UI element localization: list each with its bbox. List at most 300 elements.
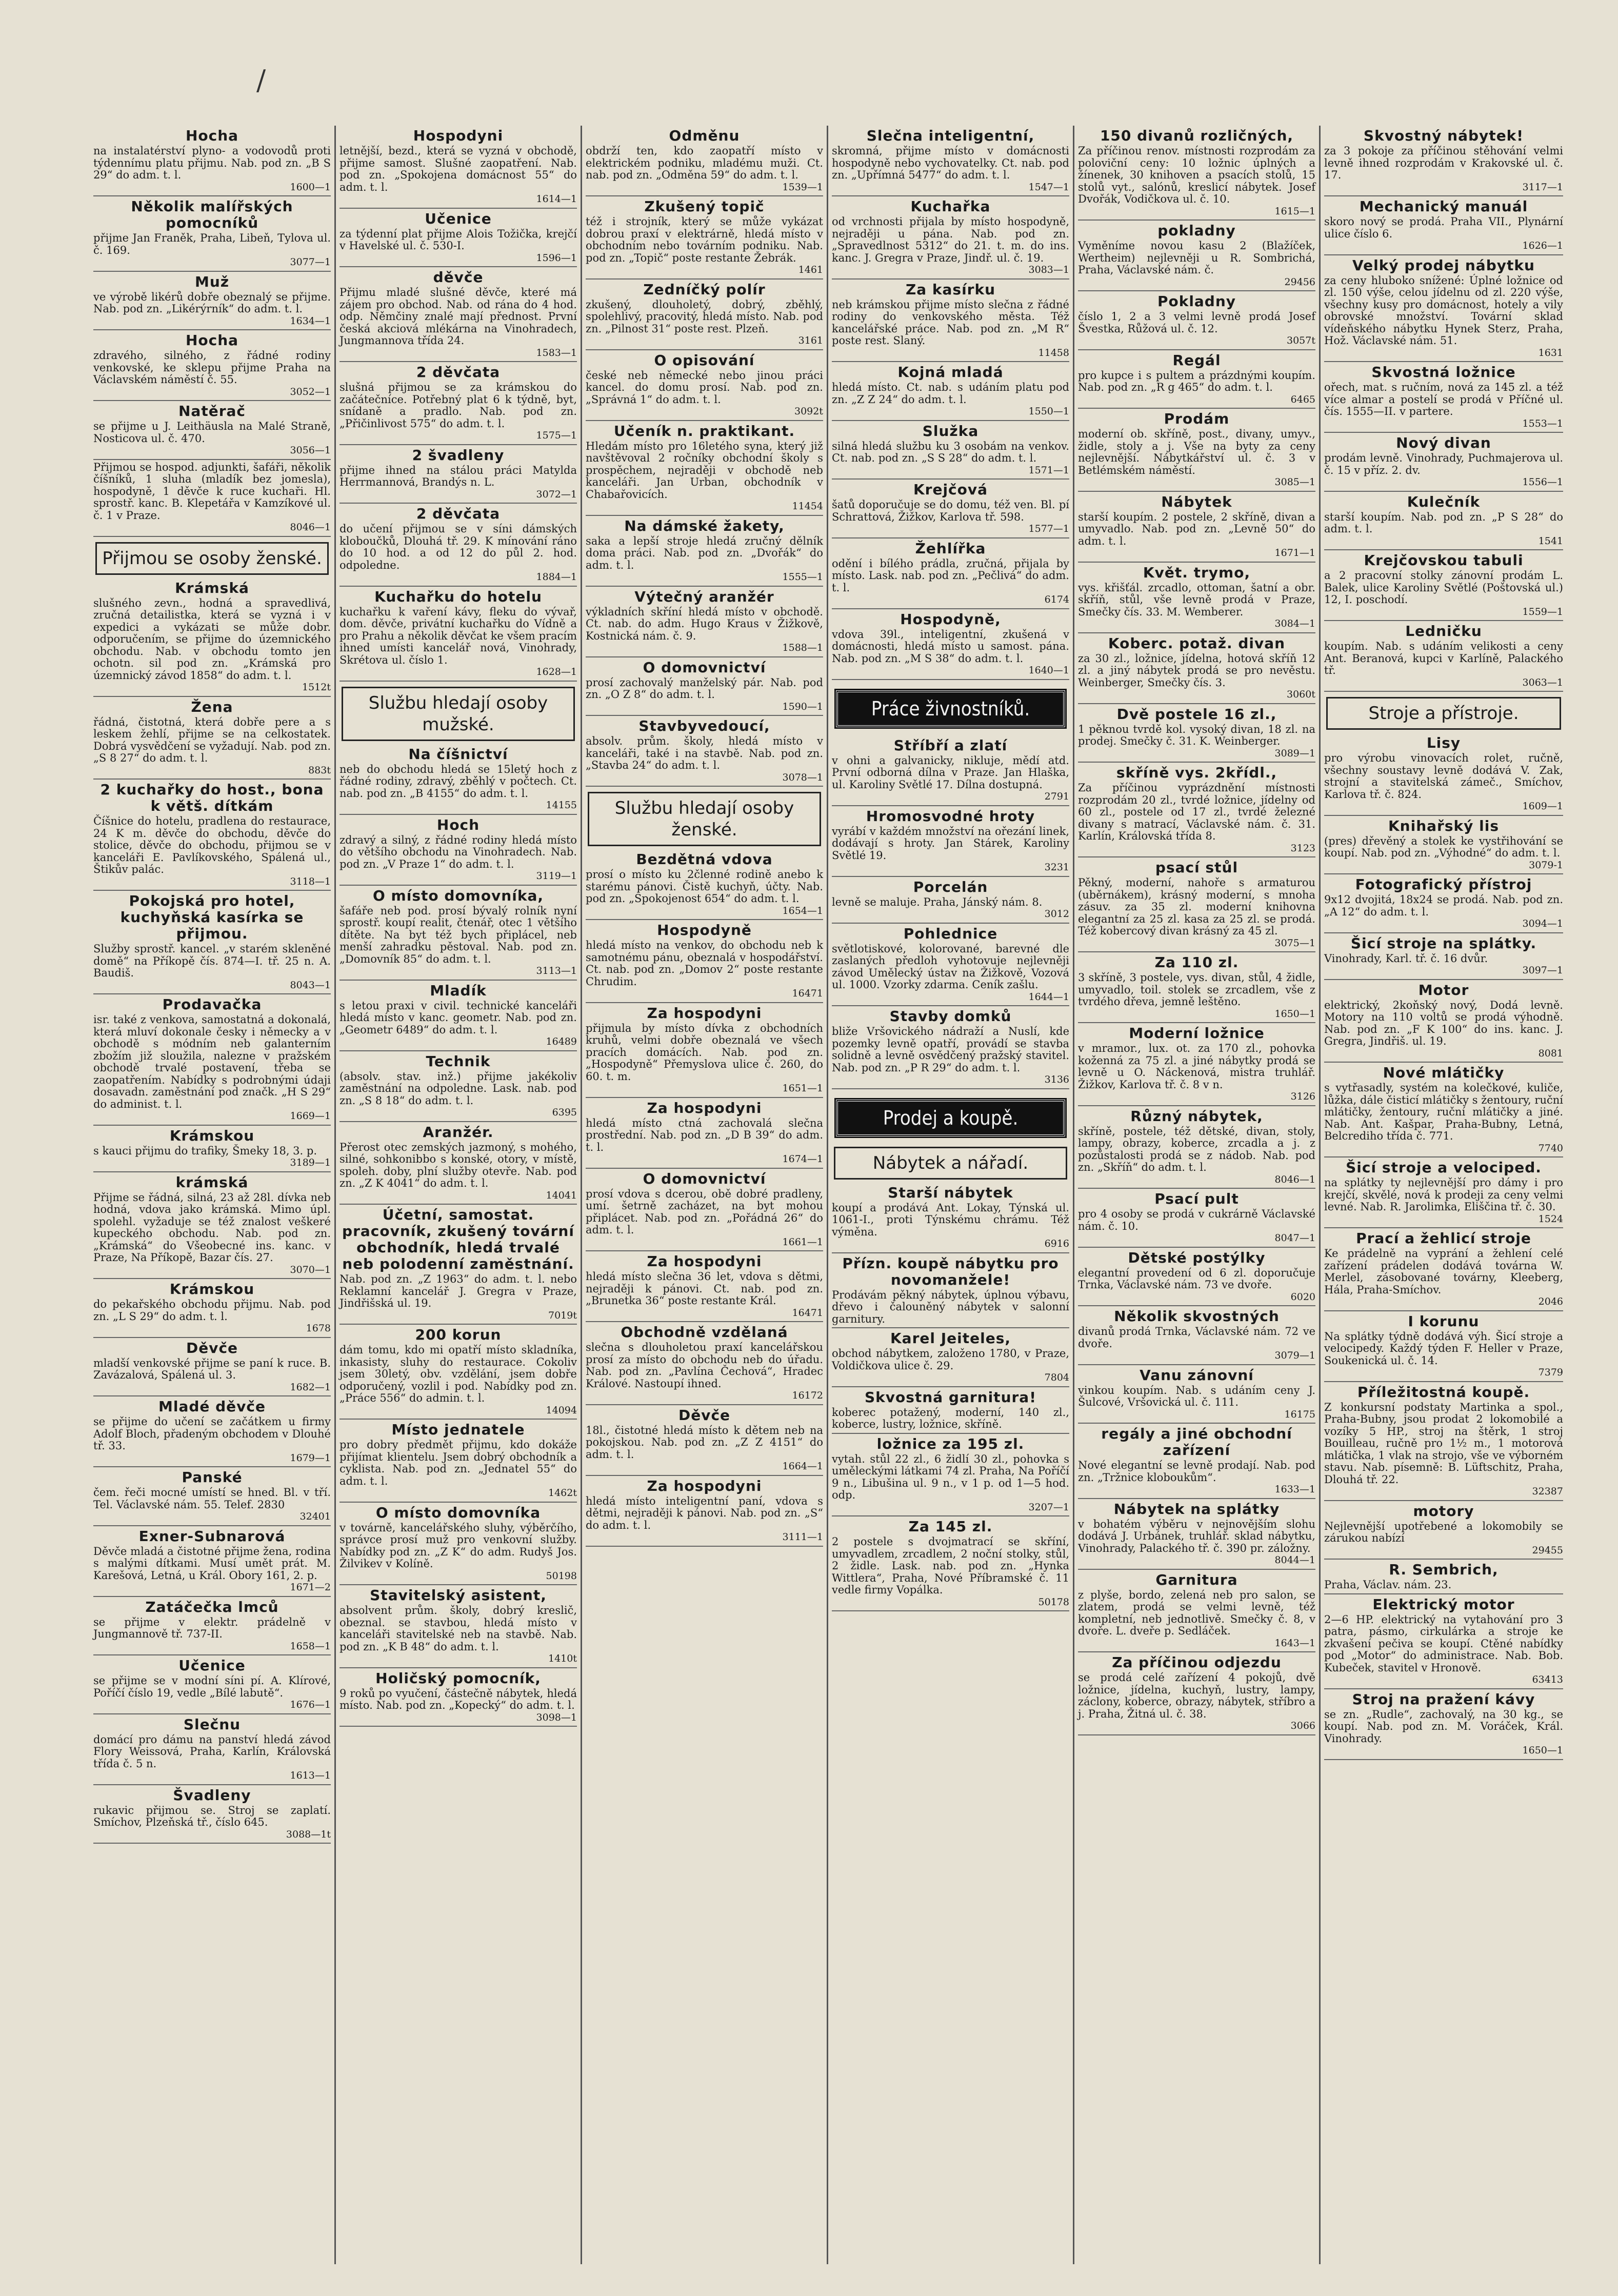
ad-heading: Stroj na pražení kávy	[1352, 1690, 1535, 1708]
ad-ref-number: 16471	[792, 988, 823, 999]
ad-text: šafáře neb pod. prosí bývalý rolník nyní sprostř. koupí realit, čtenář, otec 1 většího dítěte. Na byt též bych připlácel, neb menší zahradku pěstoval. Nab. pod zn. „Domovník 85“ do adm. t. l.	[339, 904, 577, 965]
classified-ad	[93, 1716, 331, 1785]
ad-text: skříně, postele, též dětské, divan, stoly, lampy, obrazy, koberce, zrcadla a j. z pozůstalosti prodá se z nádob. Nab. pod zn. „Skříň“ do adm. t. l.	[1078, 1125, 1315, 1173]
classified-ad	[1078, 1025, 1315, 1106]
ad-text: z plyše, bordo, zelená neb pro salon, se zlatem, prodá se velmi levně, též kompletní, neb jednotlivě. Smečky č. 8, v dvoře. L. dveře p. Sedláček.	[1078, 1588, 1315, 1637]
ad-heading: Za příčinou odjezdu	[1112, 1654, 1282, 1671]
classified-ad	[832, 1185, 1069, 1253]
classified-ad	[586, 423, 823, 516]
ad-heading: motory	[1413, 1502, 1474, 1520]
classified-ad	[586, 1171, 823, 1252]
classified-ad	[832, 482, 1069, 538]
ad-ref-number: 1679—1	[290, 1452, 331, 1464]
newspaper-column	[90, 126, 336, 2264]
ad-heading: Hospodyně,	[900, 610, 1001, 628]
ad-ref-number: 1658—1	[290, 1640, 331, 1652]
classified-ad	[586, 352, 823, 421]
classified-ad	[339, 1587, 577, 1668]
ad-text: moderní ob. skříně, post., divany, umyv., židle, stoly a j. Vše na byty za ceny nejlevnější. Nábytkářství ul. č. 3 v Betlémském náměstí.	[1078, 428, 1315, 476]
ad-ref-number: 1541	[1538, 535, 1563, 547]
ad-ref-number: 3078—1	[782, 771, 823, 783]
ad-ref-number: 3066	[1290, 1720, 1315, 1731]
ad-ref-number: 32401	[299, 1511, 331, 1522]
ad-heading: Obchodně vzdělaná	[621, 1324, 788, 1341]
ad-text: slečna s dlouholetou praxí kancelářskou prosí za místo do obchodu neb do úřadu. Nab. pod zn. „Pavlína Čechová“, Hradec Králové. Nastoupí ihned.	[586, 1341, 823, 1390]
ad-ref-number: 1626—1	[1522, 240, 1563, 251]
classified-ad	[93, 580, 331, 697]
classified-ad	[1078, 293, 1315, 350]
classified-ad	[93, 1787, 331, 1844]
ad-text: Vyměníme novou kasu 2 (Blažíček, Wertheim) nejlevněji u R. Sombrichá, Praha, Václavské nám. č.	[1078, 239, 1315, 276]
ad-ref-number: 3072—1	[536, 488, 577, 500]
classified-ad	[1078, 765, 1315, 857]
ad-ref-number: 3119—1	[536, 870, 577, 882]
ad-text: silná hledá službu ku 3 osobám na venkov. Ct. nab. pod zn. „S S 28“ do adm. t. l.	[832, 440, 1069, 464]
classified-ad	[339, 447, 577, 504]
classified-page	[90, 126, 1572, 2264]
ad-ref-number: 3094—1	[1522, 918, 1563, 929]
ad-ref-number: 1644—1	[1028, 991, 1069, 1003]
ad-text: neb do obchodu hledá se 15letý hoch z řádné rodiny, zdravý, zběhlý v počtech. Ct. nab. pod zn. „B 4155“ do adm. t. l.	[339, 763, 577, 800]
ad-ref-number: 1669—1	[290, 1110, 331, 1122]
ad-text: se prodá celé zařízení 4 pokojů, dvě ložnice, jídelna, kuchyň, lustry, lampy, záclony, koberce, obrazy, nábytek, stříbro a j. Praha, Žitná ul. č. 38.	[1078, 1671, 1315, 1720]
ad-text: se přijme se v modní síni pí. A. Klírové, Poříčí číslo 19, vedle „Bílé labutě“.	[93, 1674, 331, 1699]
classified-ad	[339, 746, 577, 815]
classified-ad	[1324, 982, 1563, 1063]
ad-ref-number: 3085—1	[1274, 476, 1315, 488]
ad-text: Děvče mladá a čistotné přijme žena, rodina s malými dítkami. Musí umět prát. M. Karešová, Letná, u Král. Obory 161, 2. p.	[93, 1545, 331, 1582]
ad-text: zdravého, silného, z řádné rodiny venkovské, ke sklepu přijme Praha na Václavském náměstí č. 55.	[93, 349, 331, 386]
ad-heading: Dětské postýlky	[1128, 1249, 1266, 1266]
classified-ad	[832, 1330, 1069, 1387]
ad-text: bliže Vršovického nádraží a Nuslí, kde pozemky levně opatří, provádí se stavba solidně a levně osvědčený pražský stavitel. Nab. pod zn. „P R 29“ do adm. t. l.	[832, 1025, 1069, 1074]
ad-heading: pokladny	[1157, 222, 1236, 239]
ad-heading: Aranžér.	[423, 1123, 494, 1141]
ad-text: letnější, bezd., která se vyzná v obchodě, přijme samost. Slušné zaopatření. Nab. pod zn. „Spokojena domácnost 55“ do adm. t. l.	[339, 145, 577, 193]
ad-text: Nové elegantní se levně prodají. Nab. pod zn. „Tržnice kloboukům“.	[1078, 1459, 1315, 1484]
ad-heading: Hospodyně	[657, 922, 752, 939]
classified-ad	[832, 879, 1069, 924]
ad-ref-number: 8044—1	[1274, 1554, 1315, 1566]
classified-ad	[1078, 128, 1315, 221]
ad-heading: Za hospodyni	[647, 1477, 762, 1494]
classified-ad	[93, 782, 331, 891]
ad-text: vdova 39l., inteligentní, zkušená v domácnosti, hledá místo u samost. pána. Nab. pod zn. „M S 38“ do adm. t. l.	[832, 628, 1069, 665]
ad-text: Z konkursní podstaty Martinka a spol., Praha-Bubny, jsou prodat 2 lokomobilé a vozíky 5 HP., stroj na štěrk, 1 stroj Bouilleau, ručně pro 1½ m., 1 motorová mlátička, 1 vlak na strojo, vše ve výborném stavu. Nab. písemně: B. Lüftschitz, Praha, Dlouhá tř. 22.	[1324, 1401, 1563, 1486]
ad-text: pro 4 osoby se prodá v cukrárně Václavské nám. č. 10.	[1078, 1208, 1315, 1232]
ad-heading: Velký prodej nábytku	[1352, 256, 1535, 274]
ad-text: se přijme u J. Leithäusla na Malé Straně, Nosticova ul. č. 470.	[93, 420, 331, 445]
classified-ad	[586, 282, 823, 350]
ad-text: za 30 zl., ložnice, jídelna, hotová skříň 12 zl. a jiný nábytek prodá se pro nevěstu. Weinberger, Smečky čís. 3.	[1078, 652, 1315, 689]
ad-heading: Krejčovskou tabuli	[1364, 552, 1524, 569]
ad-ref-number: 14094	[546, 1404, 577, 1416]
classified-ad	[832, 1519, 1069, 1611]
ad-text: světlotiskové, kolorované, barevné dle zaslaných předloh vyhotovuje nejlevněji závod Umělecký ústav na Žižkově, Vozová ul. 1000. Vzorky zdarma. Ceník zašlu.	[832, 942, 1069, 991]
ad-ref-number: 1643—1	[1274, 1637, 1315, 1649]
ad-ref-number: 2046	[1538, 1296, 1563, 1307]
ad-text: divanů prodá Trnka, Václavské nám. 72 ve dvoře.	[1078, 1325, 1315, 1350]
ad-text: vinkou koupím. Nab. s udáním ceny J. Šulcové, Vršovická ul. č. 111.	[1078, 1384, 1315, 1408]
classified-ad	[586, 1253, 823, 1322]
ad-text: starší koupím. 2 postele, 2 skříně, divan a umyvadlo. Nab. pod zn. „Levně 50“ do adm. t. l.	[1078, 510, 1315, 547]
classified-ad	[1324, 198, 1563, 255]
ad-text: Pěkný, moderní, nahoře s armaturou (uběrnákem), krásný moderní, s mnoha zásuv. za 35 zl. moderní knihovna elegantní za 25 zl. kasa za 25 zl. se prodá. Též kobercový divan krásný za 45 zl.	[1078, 876, 1315, 937]
ad-heading: Učenice	[425, 210, 492, 227]
classified-ad	[586, 660, 823, 716]
classified-ad	[586, 1100, 823, 1169]
classified-ad	[93, 893, 331, 994]
classified-ad	[93, 1599, 331, 1656]
ad-heading: Zkušený topič	[644, 198, 765, 215]
ad-heading: O opisování	[654, 351, 755, 369]
ad-heading: Holičský pomocník,	[375, 1669, 541, 1687]
ad-heading: Bezdětná vdova	[636, 851, 773, 868]
classified-ad	[93, 1399, 331, 1467]
ad-text: v mramor., lux. ot. za 170 zl., pohovka koženná za 75 zl. a jiné nábytky prodá se levně u O. Náckenová, mistra truhlář. Žižkov, Karlova tř. č. 8 v n.	[1078, 1042, 1315, 1091]
ad-heading: krámská	[175, 1173, 249, 1191]
ad-text: od vrchnosti přijala by místo hospodyně, nejraději u pána. Nab. pod zn. „Spravedlnost 5312“ do 21. t. m. do ins. kanc. J. Gregra v Praze, Jindř. ul. č. 19.	[832, 215, 1069, 264]
classified-ad	[1078, 1308, 1315, 1365]
classified-ad	[1324, 1065, 1563, 1157]
ad-text: Nejlevnější upotřebené a lokomobily se zárukou nabízí	[1324, 1520, 1563, 1544]
section-heading-box: Službu hledají osoby ženské.	[588, 792, 821, 846]
ad-ref-number: 1650—1	[1522, 1745, 1563, 1756]
classified-ad	[339, 1327, 577, 1420]
ad-text: v ohni a galvanicky, nikluje, mědí atd. První odborná dílna v Praze. Jan Hlaška, ul. Karoliny Světlé 17. Dílna dostupná.	[832, 754, 1069, 791]
ad-ref-number: 1682—1	[290, 1381, 331, 1393]
ad-heading: Kojná mladá	[897, 364, 1004, 381]
classified-ad	[339, 364, 577, 445]
ad-heading: Za 110 zl.	[1154, 954, 1239, 971]
classified-ad	[1078, 411, 1315, 492]
ad-heading: Slečnu	[183, 1715, 241, 1733]
ad-ref-number: 63413	[1532, 1674, 1563, 1685]
ad-ref-number: 3056—1	[290, 445, 331, 456]
section-banner: Práce živnostníků.	[836, 690, 1065, 727]
classified-ad	[1078, 494, 1315, 563]
ad-ref-number: 11454	[792, 501, 823, 512]
ad-heading: Několik skvostných	[1114, 1308, 1280, 1325]
ad-heading: Za kasírku	[905, 281, 996, 298]
classified-ad	[1078, 1572, 1315, 1653]
classified-ad	[1324, 1313, 1563, 1382]
ad-ref-number: 1633—1	[1274, 1484, 1315, 1495]
ad-heading: skříně vys. 2křídl.,	[1116, 764, 1277, 781]
classified-ad	[586, 718, 823, 787]
ad-text: skoro nový se prodá. Praha VII., Plynární ulice číslo 6.	[1324, 215, 1563, 240]
ad-heading: Služka	[922, 422, 979, 440]
classified-ad	[339, 1422, 577, 1503]
ad-heading: Skvostný nábytek!	[1363, 127, 1524, 144]
ad-ref-number: 3098—1	[536, 1711, 577, 1723]
ad-heading: Několik malířských pomocníků	[131, 198, 293, 231]
ad-ref-number: 1631	[1538, 347, 1563, 358]
ad-heading: Kuchařka	[910, 198, 991, 215]
classified-ad	[832, 364, 1069, 421]
ad-text: (absolv. stav. inž.) přijme jakékoliv zaměstnání na odpoledne. Lask. nab. pod zn. „S 8 18“ do adm. t. l.	[339, 1070, 577, 1107]
ad-ref-number: 6916	[1044, 1238, 1069, 1249]
ad-heading: Příležitostná koupě.	[1357, 1383, 1530, 1401]
ad-text: 9 roků po vyučení, částečně nábytek, hledá místo. Nab. pod zn. „Kopecký“ do adm. t. l.	[339, 1687, 577, 1711]
ad-ref-number: 1577—1	[1028, 523, 1069, 534]
classified-ad	[339, 128, 577, 209]
ad-heading: Krámskou	[169, 1281, 255, 1297]
ad-ref-number: 1512t	[302, 682, 331, 693]
newspaper-column	[1321, 126, 1567, 2264]
ad-text: obchod nábytkem, založeno 1780, v Praze, Voldičkova ulice č. 29.	[832, 1347, 1069, 1372]
ad-text: 1 pěknou tvrdě kol. vysoký divan, 18 zl. na prodej. Smečky č. 31. K. Weinberger.	[1078, 723, 1315, 747]
ad-heading: R. Sembrich,	[1389, 1561, 1499, 1578]
ad-heading: Nový divan	[1396, 434, 1491, 451]
classified-ad	[339, 1207, 577, 1325]
ad-text: v továrně, kancelářského sluhy, výběrčího, správce prosí muž pro venkovní služby. Nabídky pod zn. „Z K“ do adm. Rudyš Jos. Žilvikev v Kolíně.	[339, 1521, 577, 1570]
ad-ref-number: 1524	[1538, 1213, 1563, 1225]
ad-ref-number: 8043—1	[290, 979, 331, 991]
ad-text: Za příčinou renov. místnosti rozprodám za poloviční ceny: 10 ložnic úplných a žínenek, 30 knihoven a psacích stolů, 15 stolů vyt., salónů, kreslicí nábytek. Josef Dvořák, Vodičkova ul. č. 10.	[1078, 145, 1315, 205]
ad-text: domácí pro dámu na panství hledá závod Flory Weissová, Praha, Karlín, Královská třída č. 5 n.	[93, 1733, 331, 1770]
ad-ref-number: 3136	[1044, 1074, 1069, 1085]
ad-text: starší koupím. Nab. pod zn. „P S 28“ do adm. t. l.	[1324, 510, 1563, 535]
ad-text: 2 postele s dvojmatrací se skříní, umyvadlem, zrcadlem, 2 noční stolky, stůl, 2 židle. Lask. nab. pod zn. „Hynka Wittlera“, Praha, Nové Příbramské č. 11 vedle firmy Vopálka.	[832, 1535, 1069, 1596]
ad-heading: Krámskou	[169, 1127, 255, 1144]
classified-ad	[586, 1005, 823, 1098]
ad-ref-number: 29455	[1532, 1544, 1563, 1556]
ad-text: isr. také z venkova, samostatná a dokonalá, která mluví dokonale česky i německy a v obchodě s módním neb galanterním zbožím již sloužila, nalezne v pražském obchodě trvalé postavení, třeba se zaopatřením. Nabídky s podrobnými údaji dosavadn. zaměstnání pod značk. „H S 29“ do administ. t. l.	[93, 1013, 331, 1110]
ad-text: výkladních skříní hledá místo v obchodě. Ct. nab. do adm. Hugo Kraus v Žižkově, Kostnická nám. č. 9.	[586, 605, 823, 642]
ad-heading: Hoch	[436, 816, 480, 833]
classified-ad	[339, 1124, 577, 1205]
ad-ref-number: 6395	[552, 1107, 577, 1118]
ad-ref-number: 7740	[1538, 1142, 1563, 1154]
classified-ad	[1324, 552, 1563, 621]
ad-ref-number: 16489	[546, 1036, 577, 1047]
section-heading-box: Stroje a přístroje.	[1326, 697, 1561, 730]
classified-ad	[93, 198, 331, 272]
ad-text: s vytřasadly, systém na kolečkové, kuliče, lůžka, dále čisticí mlátičky s žentoury, ruční mlátičky, žentoury, ruční mlátičky a jiné. Nab. Ant. Kašpar, Praha-Bubny, Letná, Belcrediho třída č. 771.	[1324, 1082, 1563, 1142]
ad-ref-number: 3012	[1044, 908, 1069, 920]
ad-ref-number: 6020	[1290, 1291, 1315, 1303]
ad-heading: Prodavačka	[162, 996, 262, 1013]
ad-text: Nab. pod zn. „Z 1963“ do adm. t. l. nebo Reklamní kancelář J. Gregra v Praze, Jindřišská ul. 19.	[339, 1273, 577, 1309]
ad-text: saka a lepší stroje hledá zručný dělník doma práci. Nab. pod zn. „Dvořák“ do adm. t. l.	[586, 534, 823, 571]
ad-text: se zn. „Rudle“, zachovalý, na 30 kg., se koupí. Nab. pod zn. M. Voráček, Král. Vinohrady.	[1324, 1708, 1563, 1745]
ad-heading: Stříbří a zlatí	[893, 736, 1008, 754]
ad-heading: Stavbyvedoucí,	[638, 717, 770, 734]
ad-ref-number: 1640—1	[1028, 665, 1069, 676]
classified-ad	[93, 403, 331, 460]
classified-ad	[1324, 1596, 1563, 1689]
ad-ref-number: 3117—1	[1522, 181, 1563, 193]
ad-text: Prodávám pěkný nábytek, úplnou výbavu, dřevo i čalouněný nábytek v salonní garnitury.	[832, 1288, 1069, 1325]
ad-heading: Natěrač	[178, 403, 246, 420]
classified-ad	[339, 817, 577, 886]
ad-text: Přijmu mladé slušné děvče, které má zájem pro obchod. Nab. od rána do 4 hod. odp. Němčiny znalé mají přednost. První česká akciová mlékárna na Vinohradech, Jungmannova třída 24.	[339, 286, 577, 347]
classified-ad	[1078, 635, 1315, 704]
ad-ref-number: 1590—1	[782, 701, 823, 712]
classified-ad	[339, 1053, 577, 1122]
ad-ref-number: 1678	[306, 1323, 331, 1334]
ad-text: obdrží ten, kdo zaopatří místo v elektrickém podniku, mladému muži. Ct. nab. pod zn. „Odměna 59“ do adm. t. l.	[586, 145, 823, 181]
section-banner: Prodej a koupě.	[836, 1100, 1065, 1136]
ad-text: na instalatérství plyno- a vodovodů proti týdennímu platu přijmu. Nab. pod zn. „B S 29“ do adm. t. l.	[93, 145, 331, 181]
ad-text: absolvent prům. školy, dobrý kreslič, obeznal. se stavbou, hledá místo v kanceláři stavitelské neb na stavbě. Nab. pod zn. „K B 48“ do adm. t. l.	[339, 1604, 577, 1653]
ad-heading: 2 kuchařky do host., bona k větš. dítkám	[100, 781, 324, 814]
classified-ad	[1324, 364, 1563, 433]
ad-ref-number: 29456	[1284, 276, 1315, 288]
ad-text: též i strojník, který se může vykázat dobrou praxí v elektrárně, hledá místo v obchodním nebo továrním podniku. Nab. pod zn. „Topič“ poste restante Žebrák.	[586, 215, 823, 264]
classified-ad	[1078, 954, 1315, 1023]
ad-text: zdravý a silný, z řádné rodiny hledá místo do většího obchodu na Vinohradech. Nab. pod zn. „V Praze 1“ do adm. t. l.	[339, 833, 577, 870]
ad-ref-number: 3092t	[794, 406, 823, 417]
ad-text: na splátky ty nejlevnější pro dámy i pro krejčí, skvělé, nová k prodeji za ceny velmi levné. Nab. R. Jarolimka, Eliščina tř. č. 30.	[1324, 1176, 1563, 1213]
ad-text: pro výrobu vinovacích rolet, ručně, všechny soustavy levně dodává V. Zak, strojní a stavitelská zámeč., Smíchov, Karlova tř. č. 824.	[1324, 752, 1563, 801]
ad-ref-number: 1674—1	[782, 1153, 823, 1165]
classified-ad	[1078, 565, 1315, 633]
ad-text: vytah. stůl 22 zl., 6 židlí 30 zl., pohovka s uměleckými látkami 74 zl. Praha, Na Poříčí 9 n., Libušina ul. 9 n., v 1 p. od 1—5 hod. odp.	[832, 1452, 1069, 1501]
ad-heading: Karel Jeiteles,	[890, 1330, 1011, 1347]
classified-ad	[93, 1469, 331, 1526]
ad-heading: Garnitura	[1155, 1571, 1238, 1588]
ad-text: dám tomu, kdo mi opatří místo skladníka, inkasisty, sluhy do restaurace. Cokoliv jsem 30letý, obv. vzdělání, jsem dobře odporučený, vozlil i pod. Nabídky pod zn. „Práce 556“ do admin. t. l.	[339, 1344, 577, 1404]
classified-ad	[339, 1670, 577, 1727]
columns	[90, 126, 1572, 2264]
classified-ad	[93, 1658, 331, 1714]
classified-ad	[1324, 1230, 1563, 1311]
classified-ad	[832, 926, 1069, 1007]
ad-heading: Nové mlátičky	[1383, 1064, 1505, 1081]
ad-ref-number: 1553—1	[1522, 417, 1563, 429]
ad-heading: Učeník n. praktikant.	[613, 422, 795, 440]
ad-heading: Pohlednice	[903, 925, 998, 942]
ad-text: koupím. Nab. s udáním velikosti a ceny Ant. Beranová, kupci v Karlíně, Palackého tř.	[1324, 640, 1563, 676]
ad-heading: O domovnictví	[643, 658, 766, 676]
ad-text: šatů doporučuje se do domu, též ven. Bl. pí Schrattová, Žižkov, Karlova tř. 598.	[832, 498, 1069, 523]
ad-text: čem. řeči mocné umístí se hned. Bl. v tří. Tel. Václavské nám. 55. Telef. 2830	[93, 1486, 331, 1511]
ad-ref-number: 3052—1	[290, 386, 331, 397]
ad-heading: Starší nábytek	[888, 1184, 1013, 1201]
ad-ref-number: 6465	[1290, 393, 1315, 405]
classified-ad	[339, 506, 577, 587]
ad-heading: Technik	[426, 1052, 491, 1070]
classified-ad	[586, 198, 823, 279]
ad-ref-number: 14041	[546, 1189, 577, 1201]
classified-ad	[832, 423, 1069, 480]
ad-heading: Slečna inteligentní,	[866, 127, 1035, 144]
ad-ref-number: 11458	[1038, 347, 1069, 358]
ad-text: za 3 pokoje za příčinou stěhování velmi levně ihned rozprodám v Krakovské ul. č. 17.	[1324, 145, 1563, 181]
ad-heading: Kuchařku do hotelu	[374, 588, 542, 605]
ad-heading: Koberc. potaž. divan	[1108, 634, 1286, 652]
classified-ad	[832, 808, 1069, 877]
classified-ad	[1324, 735, 1563, 816]
ad-heading: Skvostná ložnice	[1371, 364, 1516, 381]
ad-text: přijme Jan Franěk, Praha, Libeň, Tylova ul. č. 169.	[93, 232, 331, 256]
ad-heading: Švadleny	[173, 1786, 251, 1804]
classified-ad	[1078, 1426, 1315, 1499]
classified-ad	[586, 922, 823, 1003]
ad-ref-number: 8046—1	[290, 522, 331, 533]
ad-text: elegantní provedení od 6 zl. doporučuje Trnka, Václavské nám. 73 ve dvoře.	[1078, 1266, 1315, 1291]
ad-text: číslo 1, 2 a 3 velmi levně prodá Josef Švestka, Růžová ul. č. 12.	[1078, 310, 1315, 335]
ad-heading: Skvostná garnitura!	[865, 1388, 1036, 1406]
ad-heading: ložnice za 195 zl.	[876, 1435, 1025, 1452]
ad-ref-number: 3070—1	[290, 1264, 331, 1275]
newspaper-column	[582, 126, 828, 2264]
ad-ref-number: 1654—1	[782, 905, 823, 916]
ad-heading: 200 korun	[415, 1326, 502, 1343]
ad-text: 18l., čistotné hledá místo k dětem neb na pokojskou. Nab. pod zn. „Z Z 4151“ do adm. t. l.	[586, 1424, 823, 1461]
ad-ref-number: 3189—1	[290, 1157, 331, 1168]
ad-ref-number: 50198	[546, 1570, 577, 1582]
ad-text: skromná, přijme místo v domácnosti hospodyně nebo vychovatelky. Ct. nab. pod zn. „Upřímná 5477“ do adm. t. l.	[832, 145, 1069, 181]
ad-heading: Moderní ložnice	[1129, 1025, 1265, 1042]
classified-ad	[832, 1389, 1069, 1434]
ad-ref-number: 1588—1	[782, 642, 823, 653]
classified-ad	[832, 611, 1069, 680]
classified-ad	[93, 699, 331, 780]
ad-heading: Za hospodyni	[647, 1253, 762, 1270]
classified-ad	[1324, 935, 1563, 980]
classified-ad	[832, 541, 1069, 609]
ad-heading: Dvě postele 16 zl.,	[1116, 705, 1277, 723]
classified-ad	[1324, 1503, 1563, 1560]
ad-text: 2—6 HP. elektrický na vytahování pro 3 patra, pásmo, cirkulárka a stroje ke zkvašení pečiva se koupí. Ctěné nabídky pod „Motor“ do administrace. Nab. Bob. Kubeček, stavitel v Hronově.	[1324, 1613, 1563, 1674]
ad-text: Přerost otec zemských jazmoný, s mohého, silné, sohkonibbo s konské, otory, v místě, spoleh. doby, plní služby otevře. Nab. pod zn. „Z K 4041“ do adm. t. l.	[339, 1141, 577, 1189]
ad-ref-number: 1664—1	[782, 1461, 823, 1472]
ad-ref-number: 8046—1	[1274, 1173, 1315, 1185]
classified-ad	[1324, 876, 1563, 933]
ad-heading: O místo domovníka,	[373, 887, 544, 904]
ad-heading: Místo jednatele	[391, 1421, 525, 1438]
ad-ref-number: 1600—1	[290, 181, 331, 193]
classified-ad	[1324, 128, 1563, 196]
ad-text: (pres) dřevěný a stolek ke vystřihování se koupí. Nab. pod zn. „Výhodné“ do adm. t. l.	[1324, 834, 1563, 859]
classified-ad	[1324, 257, 1563, 363]
ad-heading: Odměnu	[669, 127, 740, 144]
newspaper-column	[828, 126, 1074, 2264]
ad-ref-number: 3075—1	[1274, 937, 1315, 949]
classified-ad	[1078, 1191, 1315, 1248]
classified-ad	[1324, 1384, 1563, 1501]
classified-ad	[1078, 1654, 1315, 1735]
ad-text: Služby sprostř. kancel. „v starém skleněné domě“ na Příkopě čís. 874—I. tř. 25 n. A. Baudiš.	[93, 943, 331, 979]
ad-text: koupí a prodává Ant. Lokay, Týnská ul. 1061-I., proti Týnskému chrámu. Též výměna.	[832, 1201, 1069, 1238]
ad-heading: Za hospodyni	[647, 1004, 762, 1022]
ad-heading: psací stůl	[1155, 859, 1239, 876]
ad-text: prodám levně. Vinohrady, Puchmajerova ul. č. 15 v příz. 2. dv.	[1324, 452, 1563, 476]
ad-heading: Ledničku	[1405, 623, 1482, 640]
classified-ad	[93, 1528, 331, 1597]
classified-ad	[832, 1436, 1069, 1517]
ad-heading: děvče	[433, 269, 484, 286]
classified-ad	[339, 269, 577, 362]
ad-ref-number: 1596—1	[536, 252, 577, 264]
ad-ref-number: 3161	[798, 335, 823, 346]
ad-ref-number: 3063—1	[1522, 676, 1563, 688]
ad-ref-number: 1609—1	[1522, 801, 1563, 812]
ad-ref-number: 3057t	[1287, 335, 1315, 346]
ad-heading: Mladík	[430, 982, 487, 999]
ad-heading: I korunu	[1408, 1312, 1480, 1330]
ad-ref-number: 50178	[1038, 1596, 1069, 1608]
ad-ref-number: 3207—1	[1028, 1501, 1069, 1513]
classified-ad	[93, 996, 331, 1126]
classified-ad	[1078, 860, 1315, 952]
ad-ref-number: 8081	[1538, 1047, 1563, 1059]
classified-ad	[1324, 1562, 1563, 1594]
ad-ref-number: 1559—1	[1522, 606, 1563, 617]
